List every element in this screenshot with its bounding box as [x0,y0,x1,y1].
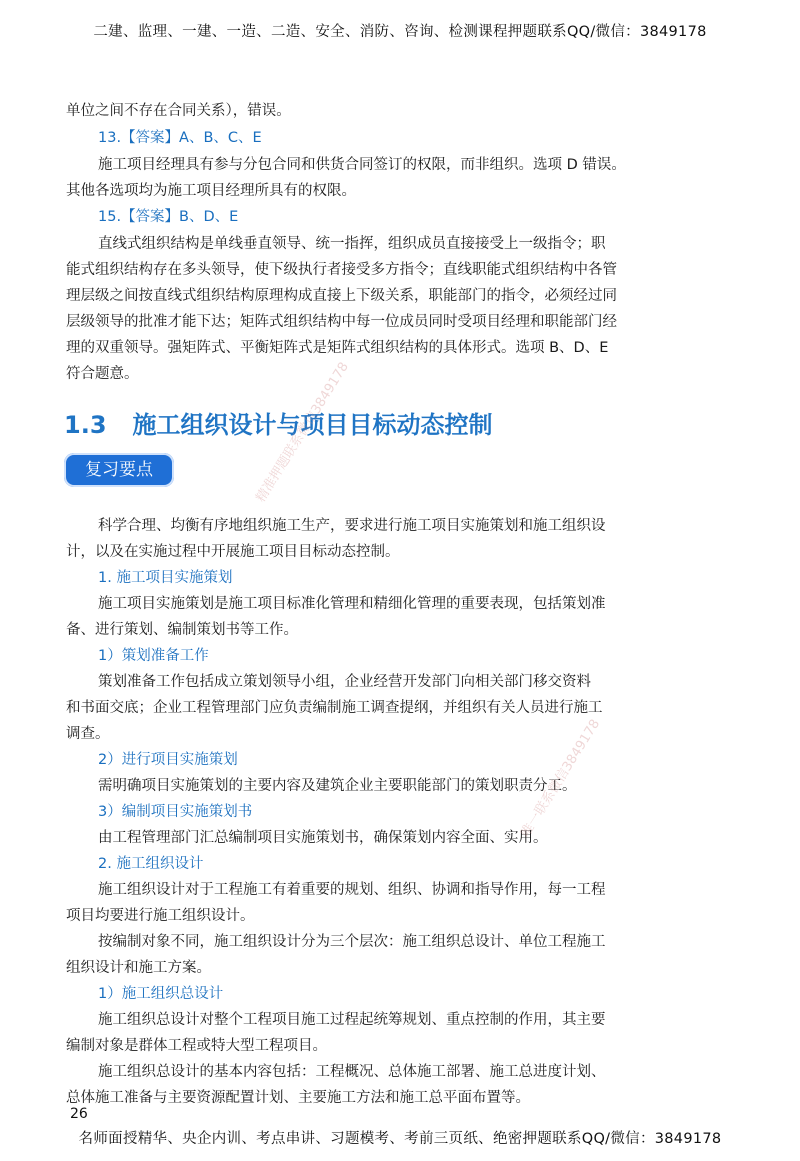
watermark: 唯一联系微信3849178 [518,716,604,841]
body-text-line: 总体施工准备与主要资源配置计划、主要施工方法和施工总平面布置等。 [66,1090,530,1106]
body-text-line: 调查。 [66,726,110,742]
section-heading [64,405,493,440]
watermark: 精准押题联系微信3849178 [253,359,352,506]
subheading-1-3: 3）编制项目实施策划书 [98,804,253,820]
page-number: 26 [70,1106,88,1122]
answer-text-line: 单位之间不存在合同关系），错误。 [66,103,291,119]
page-header: 二建、监理、一建、一造、二造、安全、消防、咨询、检测课程押题联系QQ/微信：3849178 [93,24,707,40]
answer-15-heading: 15.【答案】B、D、E [98,209,239,225]
section-number: 1.3 [64,411,107,439]
answer-text-line: 符合题意。 [66,366,139,382]
subheading-1: 1. 施工项目实施策划 [98,570,233,586]
answer-text-line: 直线式组织结构是单线垂直领导、统一指挥，组织成员直接接受上一级指令；职 [98,236,606,252]
body-text-line: 策划准备工作包括成立策划领导小组，企业经营开发部门向相关部门移交资料 [98,674,591,690]
subheading-2: 2. 施工组织设计 [98,856,204,872]
body-text-line: 编制对象是群体工程或特大型工程项目。 [66,1038,327,1054]
body-text-line: 科学合理、均衡有序地组织施工生产，要求进行施工项目实施策划和施工组织设 [98,518,606,534]
body-text-line: 项目均要进行施工组织设计。 [66,908,255,924]
review-points-badge: 复习要点 [64,453,174,487]
subheading-2-1: 1）施工组织总设计 [98,986,224,1002]
body-text-line: 施工项目实施策划是施工项目标准化管理和精细化管理的重要表现，包括策划准 [98,596,606,612]
subheading-1-1: 1）策划准备工作 [98,648,209,664]
answer-13-heading: 13.【答案】A、B、C、E [98,130,262,146]
answer-text-line: 施工项目经理具有参与分包合同和供货合同签订的权限，而非组织。选项 D 错误。 [98,157,626,173]
answer-text-line: 其他各选项均为施工项目经理所具有的权限。 [66,183,356,199]
body-text-line: 按编制对象不同，施工组织设计分为三个层次：施工组织总设计、单位工程施工 [98,934,606,950]
body-text-line: 备、进行策划、编制策划书等工作。 [66,622,298,638]
answer-text-line: 能式组织结构存在多头领导，使下级执行者接受多方指令；直线职能式组织结构中各管 [66,262,617,278]
subheading-1-2: 2）进行项目实施策划 [98,752,238,768]
section-title: 施工组织设计与项目目标动态控制 [132,411,493,439]
answer-text-line: 层级领导的批准才能下达；矩阵式组织结构中每一位成员同时受项目经理和职能部门经 [66,314,617,330]
body-text-line: 由工程管理部门汇总编制项目实施策划书，确保策划内容全面、实用。 [98,830,548,846]
answer-text-line: 理的双重领导。强矩阵式、平衡矩阵式是矩阵式组织结构的具体形式。选项 B、D、E [66,340,609,356]
body-text-line: 计，以及在实施过程中开展施工项目目标动态控制。 [66,544,400,560]
body-text-line: 施工组织总设计的基本内容包括：工程概况、总体施工部署、施工总进度计划、 [98,1064,606,1080]
body-text-line: 和书面交底；企业工程管理部门应负责编制施工调查提纲，并组织有关人员进行施工 [66,700,603,716]
body-text-line: 需明确项目实施策划的主要内容及建筑企业主要职能部门的策划职责分工。 [98,778,577,794]
page-footer: 名师面授精华、央企内训、考点串讲、习题模考、考前三页纸、绝密押题联系QQ/微信：3849178 [78,1131,722,1147]
body-text-line: 施工组织设计对于工程施工有着重要的规划、组织、协调和指导作用，每一工程 [98,882,606,898]
body-text-line: 组织设计和施工方案。 [66,960,211,976]
body-text-line: 施工组织总设计对整个工程项目施工过程起统筹规划、重点控制的作用，其主要 [98,1012,606,1028]
answer-text-line: 理层级之间按直线式组织结构原理构成直接上下级关系，职能部门的指令，必须经过同 [66,288,617,304]
